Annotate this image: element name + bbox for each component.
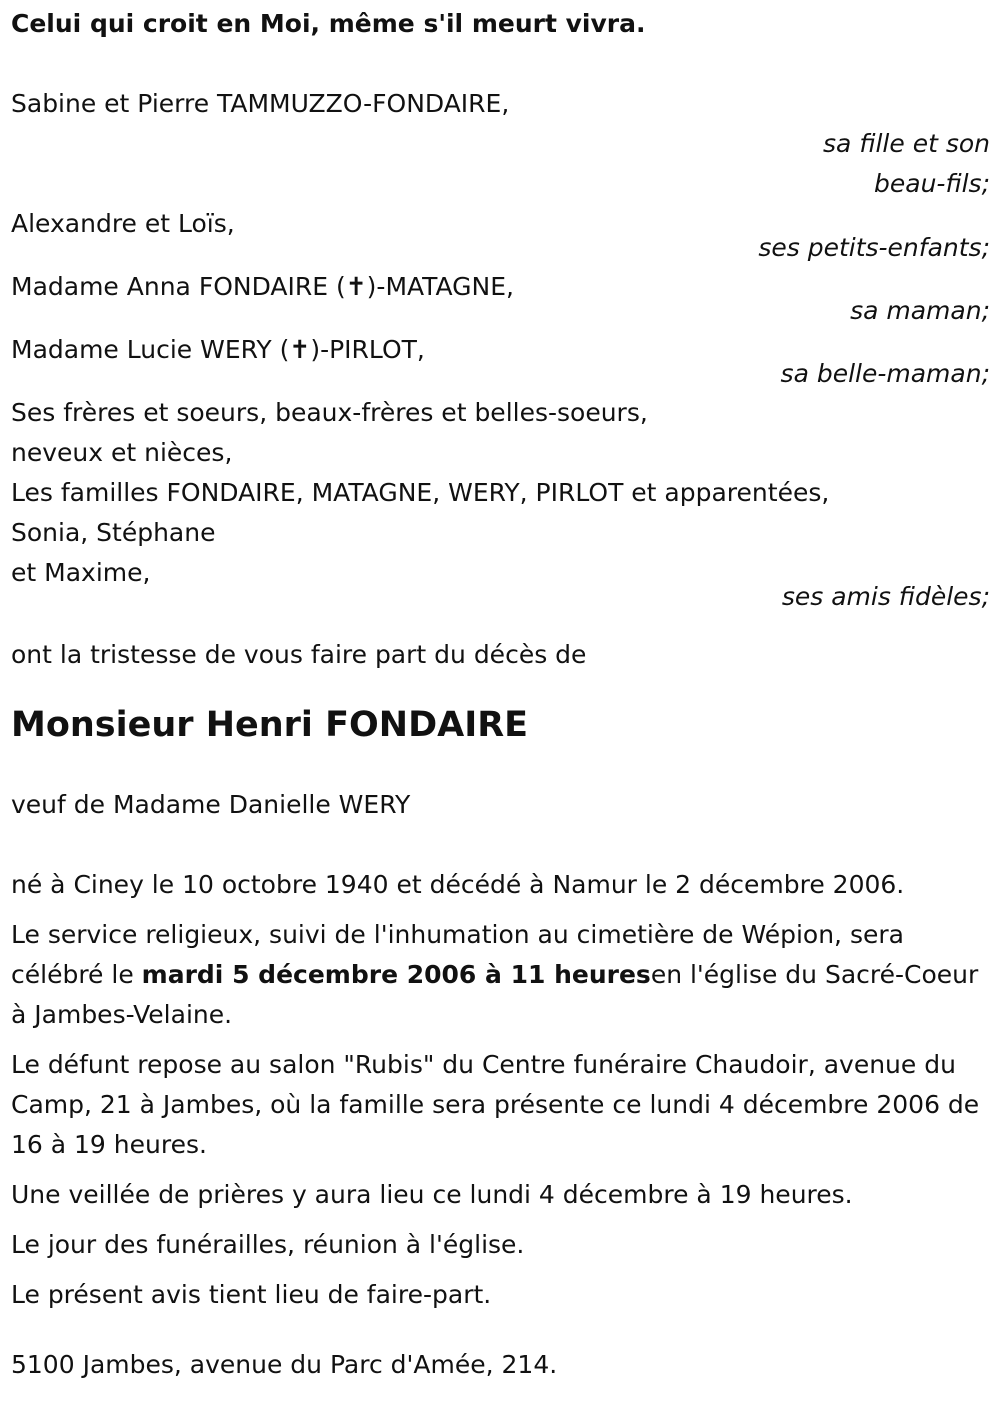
address: 5100 Jambes, avenue du Parc d'Amée, 214. (11, 1350, 558, 1379)
family-name: Madame Lucie WERY (✝)-PIRLOT, (11, 335, 425, 364)
family-name: Alexandre et Loïs, (11, 209, 235, 238)
family-relation: beau-fils; (874, 169, 990, 198)
service-text: Le service religieux, suivi de l'inhumation au cimetière de Wépion, sera célébré le (11, 920, 904, 989)
rest-paragraph: Le défunt repose au salon "Rubis" du Centre funéraire Chaudoir, avenue du Camp, 21 à Jambes, où la famille sera présente ce lundi 4 décembre 2006 de 16 à 19 heures. (11, 1050, 980, 1159)
vigil-paragraph: Une veillée de prières y aura lieu ce lundi 4 décembre à 19 heures. (11, 1180, 853, 1209)
spacer (11, 1315, 990, 1345)
friends-relation: ses amis fidèles; (781, 582, 990, 611)
family-relation: sa fille et son (823, 129, 990, 158)
epigraph: Celui qui croit en Moi, même s'il meurt vivra. (11, 9, 646, 38)
service-location: en l'église du Sacré-Coeur à Jambes-Velaine. (11, 960, 979, 1029)
others-line: Sonia, Stéphane (11, 518, 216, 547)
meeting-paragraph: Le jour des funérailles, réunion à l'église. (11, 1230, 525, 1259)
announcement: ont la tristesse de vous faire part du décès de (11, 640, 587, 669)
others-line: et Maxime, (11, 558, 151, 587)
spacer (11, 755, 990, 785)
notice-paragraph: Le présent avis tient lieu de faire-part. (11, 1280, 492, 1309)
widower-line: veuf de Madame Danielle WERY (11, 790, 411, 819)
spacer (11, 44, 990, 84)
others-line: Ses frères et soeurs, beaux-frères et belles-soeurs, (11, 398, 648, 427)
deceased-name: Monsieur Henri FONDAIRE (11, 705, 529, 745)
family-relation: sa maman; (850, 296, 990, 325)
family-name: Madame Anna FONDAIRE (✝)-MATAGNE, (11, 272, 514, 301)
family-relation: ses petits-enfants; (758, 233, 990, 262)
others-line: neveux et nièces, (11, 438, 233, 467)
family-name: Sabine et Pierre TAMMUZZO-FONDAIRE, (11, 89, 510, 118)
service-paragraph (11, 915, 990, 1035)
family-relation: sa belle-maman; (780, 359, 990, 388)
service-date: mardi 5 décembre 2006 à 11 heures (141, 960, 651, 989)
spacer (11, 608, 990, 635)
birth-death: né à Ciney le 10 octobre 1940 et décédé à Namur le 2 décembre 2006. (11, 870, 905, 899)
spacer (11, 322, 990, 330)
spacer (11, 825, 990, 865)
others-line: Les familles FONDAIRE, MATAGNE, WERY, PIRLOT et apparentées, (11, 478, 830, 507)
